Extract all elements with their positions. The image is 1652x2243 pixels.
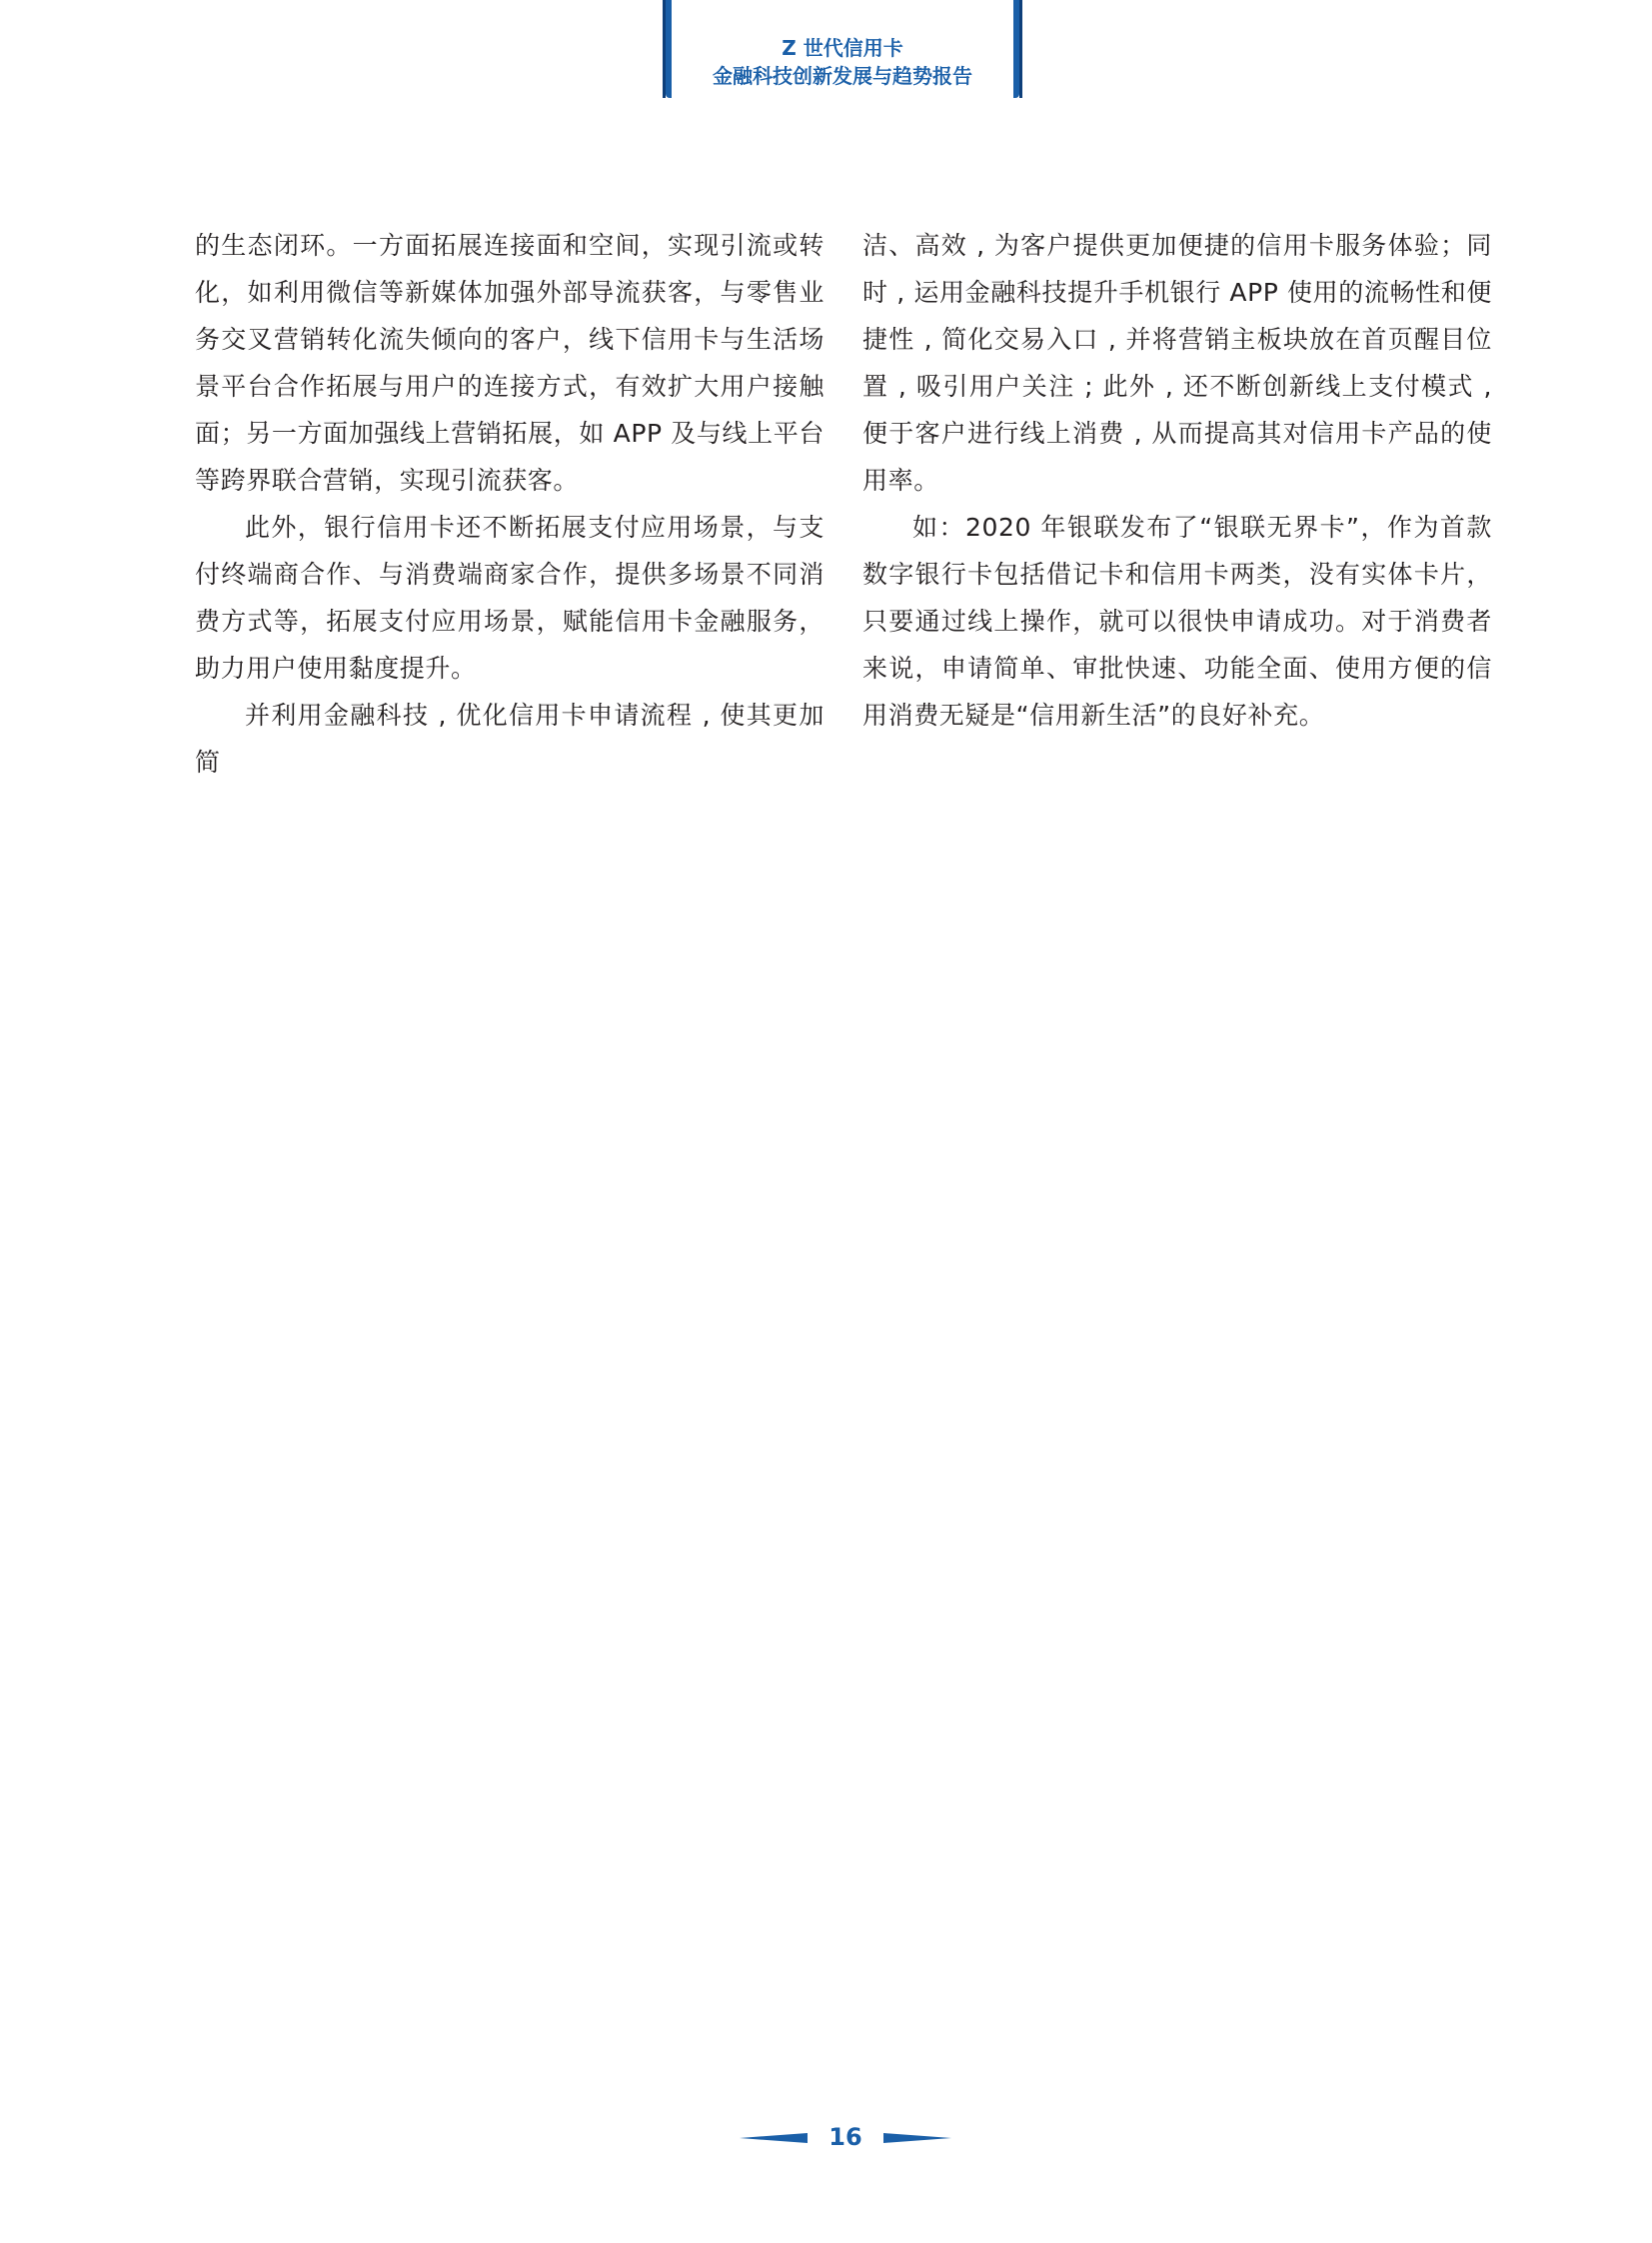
header-accent-right	[1019, 0, 1022, 98]
paragraph: 并利用金融科技 , 优化信用卡申请流程 , 使其更加简	[195, 701, 825, 777]
header-tab	[666, 0, 1019, 98]
right-column	[862, 222, 1492, 739]
report-title-line1: Z 世代信用卡	[782, 36, 903, 60]
page-number: 16	[828, 2123, 862, 2151]
header-accent-left	[663, 0, 666, 98]
left-column	[195, 222, 825, 786]
paragraph: 洁、高效 , 为客户提供更加便捷的信用卡服务体验；同时 , 运用金融科技提升手机银行 APP 使用的流畅性和便捷性 , 简化交易入口 , 并将营销主板块放在首页醒目位置 , 吸引用户关注 ; 此外 , 还不断创新线上支付模式 , 便于客户进行线上消费 , 从而提高其对信用卡产品的使用率。	[862, 231, 1492, 495]
body-columns	[195, 222, 1494, 782]
page-footer	[740, 2119, 951, 2159]
paragraph: 如：2020 年银联发布了“银联无界卡”，作为首款数字银行卡包括借记卡和信用卡两类，没有实体卡片，只要通过线上操作，就可以很快申请成功。对于消费者来说，申请简单、审批快速、功能全面、使用方便的信用消费无疑是“信用新生活”的良好补充。	[862, 513, 1492, 730]
paragraph: 此外，银行信用卡还不断拓展支付应用场景，与支付终端商合作、与消费端商家合作，提供多场景不同消费方式等，拓展支付应用场景，赋能信用卡金融服务，助力用户使用黏度提升。	[195, 513, 825, 683]
report-title-line2: 金融科技创新发展与趋势报告	[713, 64, 972, 88]
paragraph: 的生态闭环。一方面拓展连接面和空间，实现引流或转化，如利用微信等新媒体加强外部导流获客，与零售业务交叉营销转化流失倾向的客户，线下信用卡与生活场景平台合作拓展与用户的连接方式，有效扩大用户接触面；另一方面加强线上营销拓展，如 APP 及与线上平台等跨界联合营销，实现引流获客。	[195, 231, 825, 495]
